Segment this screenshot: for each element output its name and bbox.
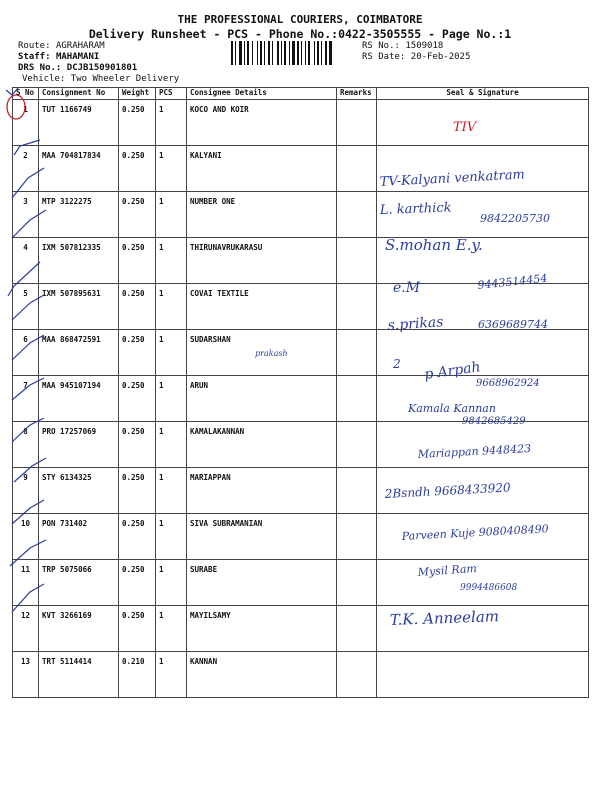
cell-consignee: SUDARSHAN xyxy=(187,330,337,376)
cell-consignee: NUMBER ONE xyxy=(187,192,337,238)
table-row xyxy=(13,376,589,422)
cell-consignee: ARUN xyxy=(187,376,337,422)
cell-remarks xyxy=(337,560,377,606)
signature-row-7-mark: 2 xyxy=(393,357,401,371)
cell-remarks xyxy=(337,606,377,652)
cell-consignment-no: PON 731402 xyxy=(39,514,119,560)
signature-row-3-name: L. karthick xyxy=(379,200,452,218)
cell-remarks xyxy=(337,192,377,238)
cell-consignment-no: MAA 868472591 xyxy=(39,330,119,376)
cell-consignee: MARIAPPAN xyxy=(187,468,337,514)
cell-sno: 3 xyxy=(13,192,39,238)
cell-pcs: 1 xyxy=(156,468,187,514)
cell-weight: 0.250 xyxy=(119,284,156,330)
signature-row-12-name: Mysil Ram xyxy=(417,561,478,579)
cell-remarks xyxy=(337,100,377,146)
cell-consignee: KOCO AND KOIR xyxy=(187,100,337,146)
cell-consignment-no: TRP 5075066 xyxy=(39,560,119,606)
table-row xyxy=(13,468,589,514)
signature-row-5-phone: 9443514454 xyxy=(476,271,548,292)
runsheet-table xyxy=(12,87,589,698)
cell-weight: 0.250 xyxy=(119,376,156,422)
cell-remarks xyxy=(337,422,377,468)
table-row xyxy=(13,652,589,698)
cell-consignee: MAYILSAMY xyxy=(187,606,337,652)
rs-no-value: 1509018 xyxy=(405,41,444,51)
table-row xyxy=(13,560,589,606)
signature-row-3-phone: 9842205730 xyxy=(480,212,550,225)
cell-weight: 0.250 xyxy=(119,422,156,468)
signature-row-6-name: s.prikas xyxy=(387,314,444,334)
barcode-bar xyxy=(231,41,233,65)
runsheet-title: Delivery Runsheet - PCS - Phone No.:0422-3505555 - Page No.:1 xyxy=(88,27,512,41)
cell-consignment-no: PRO 17257069 xyxy=(39,422,119,468)
cell-consignee: KAMALAKANNAN xyxy=(187,422,337,468)
cell-pcs: 1 xyxy=(156,330,187,376)
drs-line xyxy=(18,63,137,73)
cell-remarks xyxy=(337,146,377,192)
vehicle-label: Vehicle: xyxy=(22,74,66,84)
cell-sno: 2 xyxy=(13,146,39,192)
cell-pcs: 1 xyxy=(156,376,187,422)
table-row xyxy=(13,284,589,330)
barcode-bar xyxy=(308,41,310,65)
barcode-bar xyxy=(268,41,270,65)
cell-pcs: 1 xyxy=(156,146,187,192)
signature-row-8-phone: 9842685429 xyxy=(462,416,526,427)
cell-weight: 0.250 xyxy=(119,238,156,284)
cell-remarks xyxy=(337,468,377,514)
rs-date-label: RS Date: xyxy=(362,52,406,62)
signature-row-5-name: e.M xyxy=(393,280,421,296)
cell-pcs: 1 xyxy=(156,238,187,284)
cell-sno: 9 xyxy=(13,468,39,514)
signature-row-7-phone: 9668962924 xyxy=(476,378,540,389)
cell-consignment-no: MAA 704817834 xyxy=(39,146,119,192)
signature-row-4: S.mohan E.y. xyxy=(385,236,483,254)
drs-label: DRS No.: xyxy=(18,63,62,73)
barcode xyxy=(231,41,355,65)
cell-weight: 0.250 xyxy=(119,468,156,514)
staff-line xyxy=(18,52,99,62)
route-label: Route: xyxy=(18,41,51,51)
col-header-consignee: Consignee Details xyxy=(187,88,337,100)
cell-sno: 11 xyxy=(13,560,39,606)
cell-weight: 0.250 xyxy=(119,100,156,146)
col-header-remarks: Remarks xyxy=(337,88,377,100)
cell-remarks xyxy=(337,514,377,560)
table-row xyxy=(13,100,589,146)
cell-weight: 0.250 xyxy=(119,606,156,652)
cell-consignment-no: KVT 3266169 xyxy=(39,606,119,652)
barcode-bar xyxy=(289,41,290,65)
cell-signature xyxy=(377,514,589,560)
barcode-bar xyxy=(301,41,302,65)
staff-label: Staff: xyxy=(18,52,51,62)
rs-date-value: 20-Feb-2025 xyxy=(410,52,471,62)
table-row xyxy=(13,146,589,192)
cell-signature xyxy=(377,238,589,284)
cell-consignment-no: IXM 507812335 xyxy=(39,238,119,284)
cell-signature xyxy=(377,560,589,606)
company-name: THE PROFESSIONAL COURIERS, COIMBATORE xyxy=(177,13,423,26)
cell-sno: 8 xyxy=(13,422,39,468)
cell-signature xyxy=(377,100,589,146)
signature-row-12-phone: 9994486608 xyxy=(460,583,518,593)
signature-row-7-name: p Arpah xyxy=(423,359,482,383)
barcode-bar xyxy=(314,41,315,65)
table-row xyxy=(13,514,589,560)
rs-no-line xyxy=(362,41,443,51)
cell-consignment-no: STY 6134325 xyxy=(39,468,119,514)
barcode-bar xyxy=(264,41,265,65)
cell-sno: 10 xyxy=(13,514,39,560)
table-header-row xyxy=(13,88,589,100)
barcode-bar xyxy=(239,41,242,65)
drs-value: DCJB150901801 xyxy=(66,63,138,73)
route-line xyxy=(18,41,105,51)
barcode-bar xyxy=(252,41,253,65)
cell-consignee: THIRUNAVRUKARASU xyxy=(187,238,337,284)
table-row xyxy=(13,330,589,376)
cell-consignment-no: IXM 507895631 xyxy=(39,284,119,330)
barcode-bar xyxy=(235,41,236,65)
barcode-bar xyxy=(325,41,327,65)
cell-pcs: 1 xyxy=(156,192,187,238)
cell-weight: 0.250 xyxy=(119,146,156,192)
barcode-bar xyxy=(292,41,295,65)
cell-signature xyxy=(377,422,589,468)
cell-pcs: 1 xyxy=(156,100,187,146)
cell-pcs: 1 xyxy=(156,606,187,652)
vehicle-line xyxy=(22,74,179,84)
cell-signature xyxy=(377,606,589,652)
cell-weight: 0.250 xyxy=(119,514,156,560)
cell-consignee: SIVA SUBRAMANIAN xyxy=(187,514,337,560)
barcode-bar xyxy=(281,41,282,65)
signature-row-9: Mariappan 9448423 xyxy=(417,442,532,461)
barcode-bar xyxy=(329,41,332,65)
cell-remarks xyxy=(337,330,377,376)
cell-consignment-no: TUT 1166749 xyxy=(39,100,119,146)
col-header-signature: Seal & Signature xyxy=(377,88,589,100)
barcode-bar xyxy=(272,41,273,65)
consignee-note-row-7: prakash xyxy=(255,349,288,358)
cell-sno: 7 xyxy=(13,376,39,422)
cell-sno: 1 xyxy=(13,100,39,146)
cell-remarks xyxy=(337,284,377,330)
vehicle-value: Two Wheeler Delivery xyxy=(70,74,180,84)
cell-sno: 12 xyxy=(13,606,39,652)
cell-signature xyxy=(377,330,589,376)
cell-pcs: 1 xyxy=(156,422,187,468)
cell-consignment-no: MTP 3122275 xyxy=(39,192,119,238)
signature-row-8-name: Kamala Kannan xyxy=(408,402,496,415)
barcode-bar xyxy=(257,41,258,65)
barcode-bar xyxy=(321,41,322,65)
cell-consignee: SURABE xyxy=(187,560,337,606)
cell-consignee: KALYANI xyxy=(187,146,337,192)
signature-row-11: Parveen Kuje 9080408490 xyxy=(401,522,549,543)
signature-row-10: 2Bsndh 9668433920 xyxy=(384,480,511,501)
cell-pcs: 1 xyxy=(156,652,187,698)
cell-pcs: 1 xyxy=(156,560,187,606)
table-row xyxy=(13,422,589,468)
cell-sno: 4 xyxy=(13,238,39,284)
cell-signature xyxy=(377,468,589,514)
cell-consignment-no: MAA 945107194 xyxy=(39,376,119,422)
cell-signature xyxy=(377,192,589,238)
cell-remarks xyxy=(337,238,377,284)
cell-sno: 5 xyxy=(13,284,39,330)
cell-sno: 6 xyxy=(13,330,39,376)
rs-date-line xyxy=(362,52,470,62)
signature-row-1: TIV xyxy=(453,120,477,135)
cell-signature xyxy=(377,376,589,422)
cell-weight: 0.250 xyxy=(119,330,156,376)
table-row xyxy=(13,238,589,284)
signature-row-13: T.K. Anneelam xyxy=(389,607,500,629)
table-row xyxy=(13,192,589,238)
col-header-pcs: PCS xyxy=(156,88,187,100)
col-header-sno: S No xyxy=(13,88,39,100)
barcode-bar xyxy=(260,41,262,65)
col-header-weight: Weight xyxy=(119,88,156,100)
barcode-bar xyxy=(277,41,279,65)
barcode-bar xyxy=(317,41,319,65)
signature-row-6-phone: 6369689744 xyxy=(478,318,548,331)
table-row xyxy=(13,606,589,652)
cell-weight: 0.250 xyxy=(119,560,156,606)
route-value: AGRAHARAM xyxy=(55,41,105,51)
cell-weight: 0.210 xyxy=(119,652,156,698)
barcode-bar xyxy=(247,41,249,65)
cell-consignment-no: TRT 5114414 xyxy=(39,652,119,698)
cell-weight: 0.250 xyxy=(119,192,156,238)
col-header-consignment: Consignment No xyxy=(39,88,119,100)
cell-pcs: 1 xyxy=(156,514,187,560)
signature-row-2: TV-Kalyani venkatram xyxy=(379,167,526,190)
cell-consignee: KANNAN xyxy=(187,652,337,698)
cell-consignee: COVAI TEXTILE xyxy=(187,284,337,330)
cell-signature xyxy=(377,146,589,192)
cell-signature xyxy=(377,284,589,330)
cell-remarks xyxy=(337,652,377,698)
rs-no-label: RS No.: xyxy=(362,41,400,51)
barcode-bar xyxy=(305,41,306,65)
barcode-bar xyxy=(284,41,286,65)
cell-signature xyxy=(377,652,589,698)
barcode-bar xyxy=(297,41,299,65)
staff-value: MAHAMANI xyxy=(55,52,100,62)
cell-remarks xyxy=(337,376,377,422)
cell-pcs: 1 xyxy=(156,284,187,330)
barcode-bar xyxy=(244,41,245,65)
cell-sno: 13 xyxy=(13,652,39,698)
